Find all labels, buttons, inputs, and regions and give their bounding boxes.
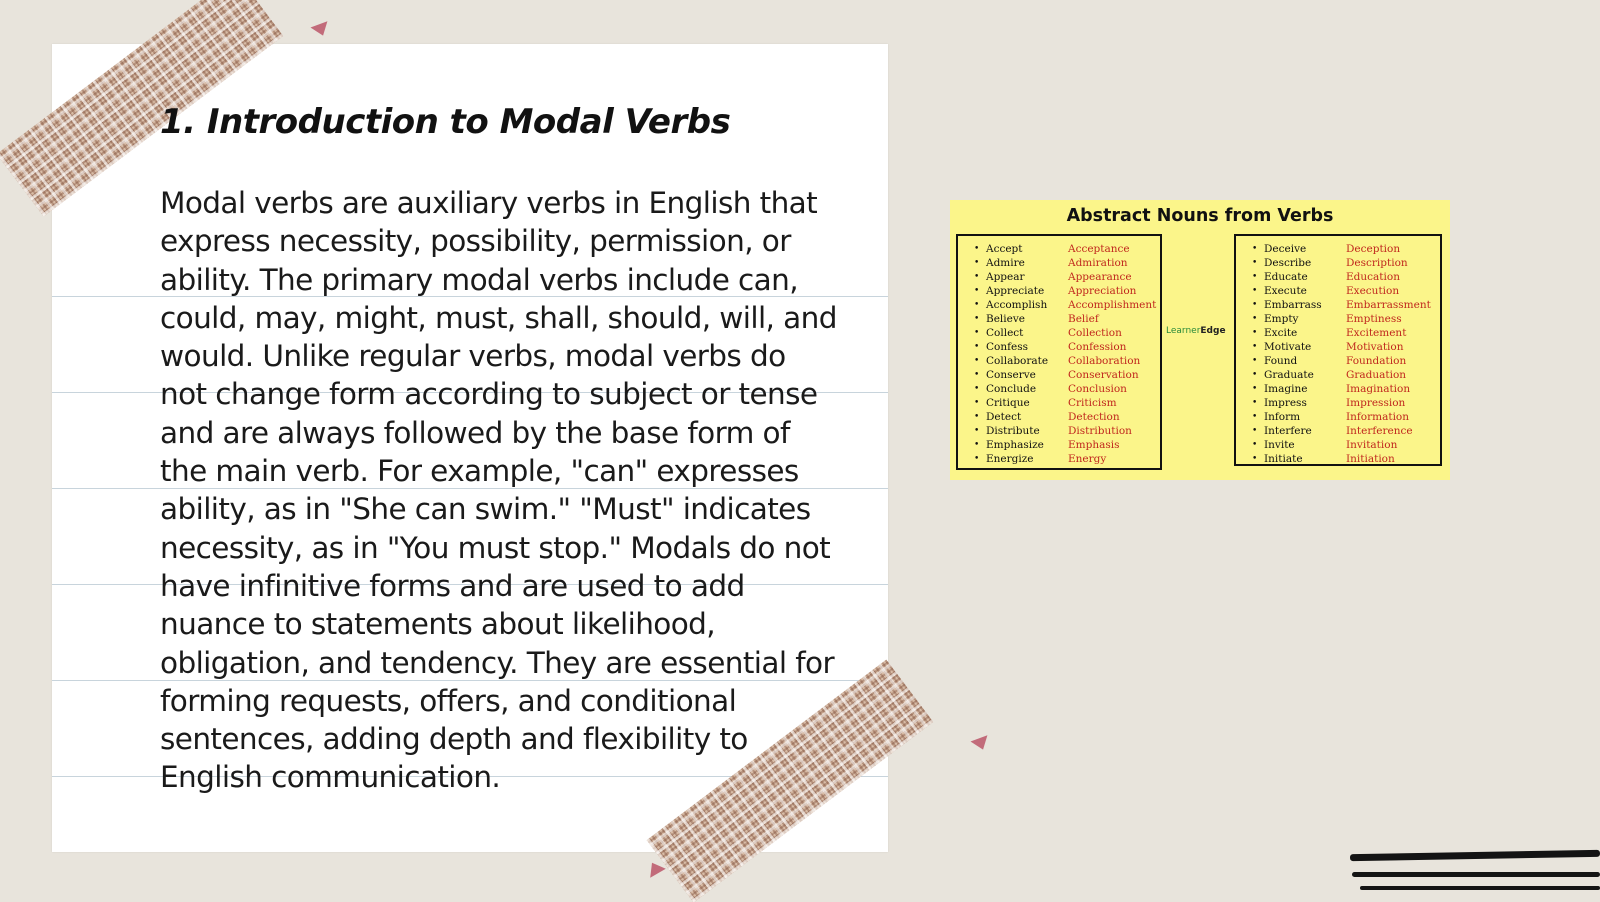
noun-label: Collection [1068, 327, 1122, 339]
noun-label: Description [1346, 257, 1408, 269]
verb-label: Inform [1264, 411, 1301, 423]
verb-label: Initiate [1264, 453, 1303, 465]
verb-label: Conclude [986, 383, 1037, 395]
noun-label: Deception [1346, 243, 1401, 255]
noun-label: Appearance [1068, 271, 1132, 283]
infographic-row [1236, 340, 1440, 354]
bullet-icon: • [974, 342, 980, 352]
verb-label: Empty [1264, 313, 1299, 325]
verb-label: Admire [986, 257, 1025, 269]
bullet-icon: • [974, 412, 980, 422]
infographic-row [958, 298, 1160, 312]
infographic-row [1236, 368, 1440, 382]
noun-label: Embarrassment [1346, 299, 1431, 311]
infographic-row [1236, 256, 1440, 270]
noun-label: Initiation [1346, 453, 1395, 465]
bullet-icon: • [974, 370, 980, 380]
noun-label: Execution [1346, 285, 1400, 297]
infographic-right-column [1234, 234, 1442, 466]
noun-label: Emptiness [1346, 313, 1402, 325]
bullet-icon: • [974, 286, 980, 296]
infographic-row [1236, 270, 1440, 284]
brush-stroke [1350, 850, 1600, 861]
noun-label: Information [1346, 411, 1410, 423]
bullet-icon: • [974, 454, 980, 464]
bullet-icon: • [974, 314, 980, 324]
bullet-icon: • [1252, 454, 1258, 464]
noun-label: Belief [1068, 313, 1099, 325]
noun-label: Admiration [1068, 257, 1128, 269]
infographic-row [1236, 410, 1440, 424]
noun-label: Detection [1068, 411, 1120, 423]
bullet-icon: • [1252, 370, 1258, 380]
bullet-icon: • [1252, 356, 1258, 366]
verb-label: Execute [1264, 285, 1307, 297]
infographic-row [958, 410, 1160, 424]
verb-label: Critique [986, 397, 1030, 409]
infographic-row [1236, 312, 1440, 326]
verb-label: Distribute [986, 425, 1040, 437]
brand-part2: Edge [1200, 326, 1226, 336]
slide-body-text: Modal verbs are auxiliary verbs in English that express necessity, possibility, permission, or ability. The primary modal verbs include can, could, may, might, must, shall, should, will, and would. Unlike regular verbs, modal verbs do not change form according to subject or tense and are always followed by the base form of the main verb. For example, "can" expresses ability, as in "She can swim." "Must" indicates necessity, as in "You must stop." Modals do not have infinitive forms and are used to add nuance to statements about likelihood, obligation, and tendency. They are essential for forming requests, offers, and conditional sentences, adding depth and flexibility to English communication. [160, 186, 837, 795]
verb-label: Emphasize [986, 439, 1044, 451]
verb-label: Impress [1264, 397, 1307, 409]
verb-label: Embarrass [1264, 299, 1322, 311]
infographic-row [1236, 242, 1440, 256]
bullet-icon: • [1252, 272, 1258, 282]
infographic-row [1236, 396, 1440, 410]
infographic-row [958, 354, 1160, 368]
noun-label: Accomplishment [1068, 299, 1157, 311]
infographic-row [958, 242, 1160, 256]
bullet-icon: • [974, 272, 980, 282]
infographic-row [958, 382, 1160, 396]
noun-label: Conclusion [1068, 383, 1127, 395]
noun-label: Education [1346, 271, 1400, 283]
noun-label: Impression [1346, 397, 1406, 409]
bullet-icon: • [1252, 286, 1258, 296]
bullet-icon: • [1252, 384, 1258, 394]
verb-label: Excite [1264, 327, 1298, 339]
noun-label: Foundation [1346, 355, 1407, 367]
bullet-icon: • [1252, 440, 1258, 450]
verb-label: Motivate [1264, 341, 1312, 353]
noun-label: Appreciation [1068, 285, 1137, 297]
verb-label: Imagine [1264, 383, 1308, 395]
noun-label: Conservation [1068, 369, 1139, 381]
infographic-title: Abstract Nouns from Verbs [1066, 206, 1334, 226]
noun-label: Graduation [1346, 369, 1407, 381]
infographic-left-column [956, 234, 1162, 470]
pin-icon [970, 735, 991, 752]
brush-stroke [1360, 886, 1600, 890]
bullet-icon: • [1252, 426, 1258, 436]
noun-label: Criticism [1068, 397, 1117, 409]
noun-label: Excitement [1346, 327, 1407, 339]
noun-label: Energy [1068, 453, 1107, 465]
infographic-row [1236, 354, 1440, 368]
verb-label: Graduate [1264, 369, 1314, 381]
verb-label: Collect [986, 327, 1024, 339]
verb-label: Deceive [1264, 243, 1307, 255]
infographic-row [958, 326, 1160, 340]
infographic-row [1236, 298, 1440, 312]
bullet-icon: • [974, 258, 980, 268]
infographic-row [958, 340, 1160, 354]
verb-label: Collaborate [986, 355, 1049, 367]
noun-label: Confession [1068, 341, 1127, 353]
bullet-icon: • [1252, 328, 1258, 338]
noun-label: Acceptance [1068, 243, 1130, 255]
bullet-icon: • [974, 300, 980, 310]
infographic-row [958, 312, 1160, 326]
verb-label: Accomplish [986, 299, 1048, 311]
infographic-row [958, 452, 1160, 466]
verb-label: Educate [1264, 271, 1308, 283]
bullet-icon: • [974, 426, 980, 436]
brand-part1: Learner [1166, 326, 1201, 336]
noun-label: Distribution [1068, 425, 1132, 437]
verb-label: Appreciate [986, 285, 1045, 297]
infographic-row [1236, 326, 1440, 340]
bullet-icon: • [1252, 258, 1258, 268]
infographic-row [1236, 438, 1440, 452]
abstract-nouns-infographic [950, 200, 1450, 480]
verb-label: Believe [986, 313, 1026, 325]
noun-label: Emphasis [1068, 439, 1120, 451]
infographic-row [1236, 452, 1440, 466]
noun-label: Interference [1346, 425, 1413, 437]
bullet-icon: • [974, 440, 980, 450]
bullet-icon: • [1252, 244, 1258, 254]
infographic-row [958, 368, 1160, 382]
brand-logo [1166, 326, 1226, 336]
infographic-row [1236, 382, 1440, 396]
verb-label: Accept [986, 243, 1023, 255]
infographic-row [958, 284, 1160, 298]
bullet-icon: • [974, 328, 980, 338]
verb-label: Describe [1264, 257, 1312, 269]
bullet-icon: • [1252, 314, 1258, 324]
bullet-icon: • [974, 356, 980, 366]
pin-icon [310, 21, 331, 38]
infographic-row [958, 396, 1160, 410]
bullet-icon: • [1252, 398, 1258, 408]
verb-label: Conserve [986, 369, 1036, 381]
verb-label: Interfere [1264, 425, 1312, 437]
infographic-row [958, 424, 1160, 438]
bullet-icon: • [974, 244, 980, 254]
bullet-icon: • [1252, 412, 1258, 422]
verb-label: Found [1264, 355, 1298, 367]
infographic-row [958, 270, 1160, 284]
slide-title: 1. Introduction to Modal Verbs [160, 102, 731, 142]
noun-label: Motivation [1346, 341, 1404, 353]
verb-label: Confess [986, 341, 1028, 353]
bullet-icon: • [974, 398, 980, 408]
verb-label: Detect [986, 411, 1022, 423]
noun-label: Invitation [1346, 439, 1398, 451]
noun-label: Imagination [1346, 383, 1411, 395]
verb-label: Invite [1264, 439, 1295, 451]
noun-label: Collaboration [1068, 355, 1141, 367]
infographic-row [1236, 284, 1440, 298]
verb-label: Energize [986, 453, 1034, 465]
infographic-row [958, 256, 1160, 270]
infographic-row [958, 438, 1160, 452]
bullet-icon: • [1252, 342, 1258, 352]
bullet-icon: • [1252, 300, 1258, 310]
brush-stroke [1352, 872, 1600, 877]
infographic-row [1236, 424, 1440, 438]
verb-label: Appear [986, 271, 1025, 283]
bullet-icon: • [974, 384, 980, 394]
